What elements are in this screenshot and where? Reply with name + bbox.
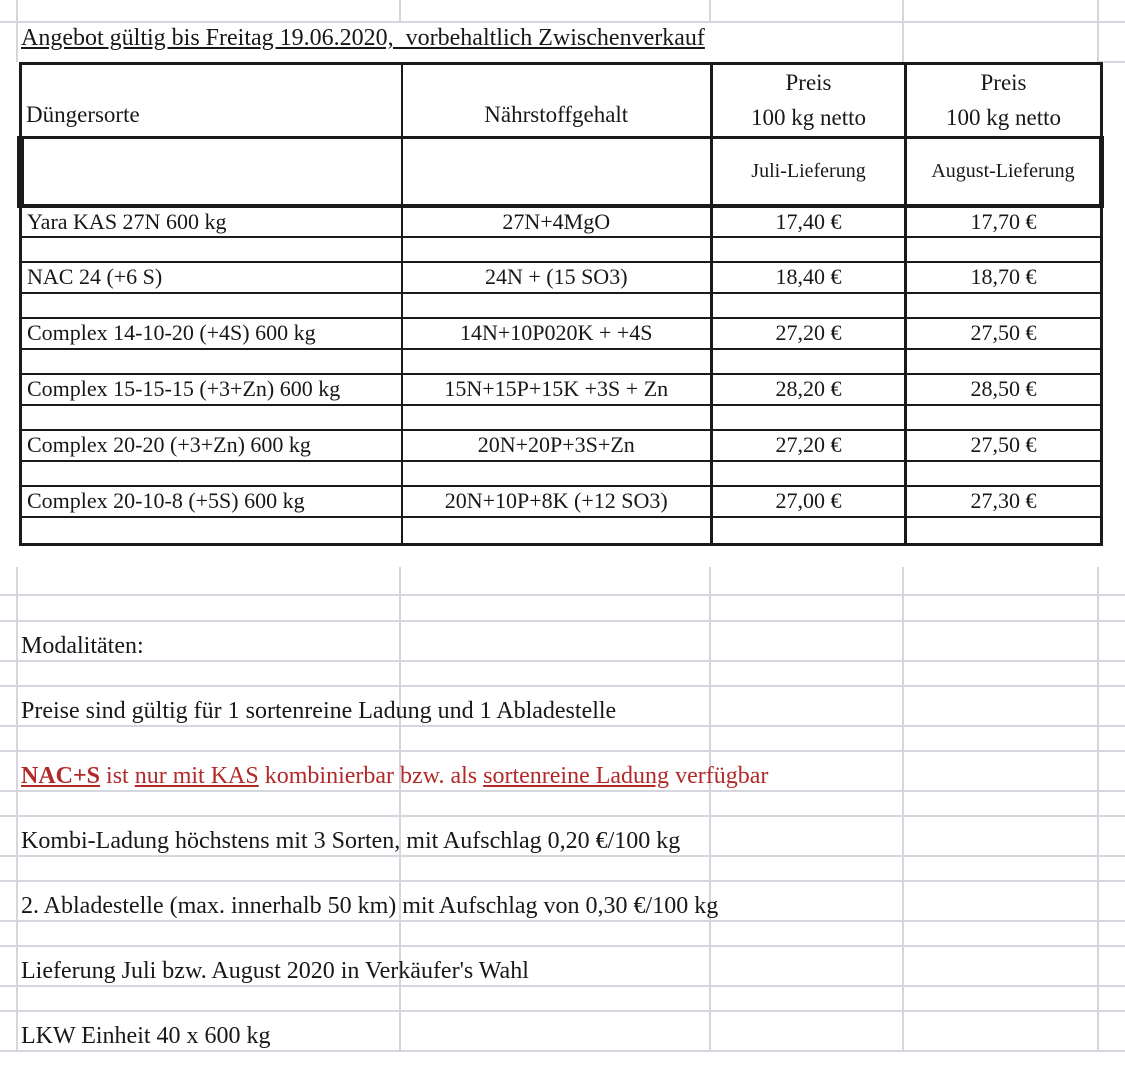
nutrient-cell: 15N+15P+15K +3S + Zn	[402, 374, 712, 405]
price-july-cell: 18,40 €	[712, 262, 906, 293]
price-july-cell: 27,20 €	[712, 430, 906, 461]
table-subheader-row	[21, 138, 1102, 206]
gridline-v	[1097, 0, 1099, 62]
header-nutrient: Nährstoffgehalt	[402, 64, 712, 138]
table-row	[21, 374, 1102, 405]
gridline-v	[709, 567, 711, 1052]
note-kombi-ladung: Kombi-Ladung höchstens mit 3 Sorten, mit Aufschlag 0,20 €/100 kg	[21, 828, 681, 854]
nutrient-cell: 20N+10P+8K (+12 SO3)	[402, 486, 712, 517]
gridline-v	[1097, 567, 1099, 1052]
nutrient-cell: 27N+4MgO	[402, 206, 712, 237]
gridline-h	[0, 660, 1125, 662]
price-july-cell: 27,20 €	[712, 318, 906, 349]
price-august-cell: 27,50 €	[906, 318, 1102, 349]
header-product: Düngersorte	[21, 64, 402, 138]
gridline-h	[0, 594, 1125, 596]
price-label-line2: 100 kg netto	[946, 104, 1061, 130]
product-cell: Complex 14-10-20 (+4S) 600 kg	[21, 318, 402, 349]
header-price-july	[712, 64, 906, 138]
table-header-row	[21, 64, 1102, 138]
price-august-cell: 27,50 €	[906, 430, 1102, 461]
note-abladestelle2: 2. Abladestelle (max. innerhalb 50 km) mit Aufschlag von 0,30 €/100 kg	[21, 893, 719, 919]
nutrient-cell: 24N + (15 SO3)	[402, 262, 712, 293]
price-label-line1: Preis	[785, 70, 832, 95]
nutrient-cell: 20N+20P+3S+Zn	[402, 430, 712, 461]
table-row	[21, 318, 1102, 349]
header-price-august	[906, 64, 1102, 138]
spacer-row	[21, 405, 1102, 430]
price-july-cell: 27,00 €	[712, 486, 906, 517]
gridline-v	[902, 567, 904, 1052]
product-cell: NAC 24 (+6 S)	[21, 262, 402, 293]
note-valid-load: Preise sind gültig für 1 sortenreine Ladung und 1 Abladestelle	[21, 698, 617, 724]
nac-warning-segment: ist	[100, 763, 135, 789]
table-row	[21, 486, 1102, 517]
note-delivery: Lieferung Juli bzw. August 2020 in Verkäufer's Wahl	[21, 958, 529, 984]
spacer-row	[21, 237, 1102, 262]
gridline-v	[709, 0, 711, 22]
price-label-line2: 100 kg netto	[751, 104, 866, 130]
nac-warning-segment: sortenreine Ladung	[483, 763, 670, 789]
note-nac-warning	[21, 750, 768, 795]
table-row	[21, 262, 1102, 293]
product-cell: Complex 20-20 (+3+Zn) 600 kg	[21, 430, 402, 461]
product-cell: Complex 15-15-15 (+3+Zn) 600 kg	[21, 374, 402, 405]
offer-title: Angebot gültig bis Freitag 19.06.2020, vorbehaltlich Zwischenverkauf	[21, 25, 705, 51]
gridline-v	[902, 0, 904, 62]
nac-warning-segment: kombinierbar bzw. als	[258, 763, 484, 789]
price-table	[17, 62, 1104, 546]
empty-cell	[21, 138, 402, 206]
subheader-july: Juli-Lieferung	[712, 138, 906, 206]
gridline-h	[0, 620, 1125, 622]
empty-cell	[402, 138, 712, 206]
price-august-cell: 27,30 €	[906, 486, 1102, 517]
product-cell: Complex 20-10-8 (+5S) 600 kg	[21, 486, 402, 517]
spacer-row	[21, 293, 1102, 318]
price-july-cell: 17,40 €	[712, 206, 906, 237]
spacer-row	[21, 461, 1102, 486]
notes-heading: Modalitäten:	[21, 633, 144, 659]
price-july-cell: 28,20 €	[712, 374, 906, 405]
note-lkw-einheit: LKW Einheit 40 x 600 kg	[21, 1023, 271, 1049]
price-august-cell: 17,70 €	[906, 206, 1102, 237]
price-label-line1: Preis	[980, 70, 1027, 95]
price-august-cell: 18,70 €	[906, 262, 1102, 293]
gridline-v	[16, 0, 18, 62]
gridline-v	[16, 567, 18, 1052]
nac-warning-segment: nur mit KAS	[134, 763, 259, 789]
subheader-august: August-Lieferung	[906, 138, 1102, 206]
gridline-v	[399, 0, 401, 22]
nutrient-cell: 14N+10P020K + +4S	[402, 318, 712, 349]
table-row	[21, 206, 1102, 237]
spacer-row	[21, 349, 1102, 374]
nac-warning-segment: verfügbar	[669, 763, 769, 789]
spacer-row	[21, 517, 1102, 545]
nac-warning-segment: NAC+S	[21, 763, 101, 789]
price-august-cell: 28,50 €	[906, 374, 1102, 405]
product-cell: Yara KAS 27N 600 kg	[21, 206, 402, 237]
table-row	[21, 430, 1102, 461]
